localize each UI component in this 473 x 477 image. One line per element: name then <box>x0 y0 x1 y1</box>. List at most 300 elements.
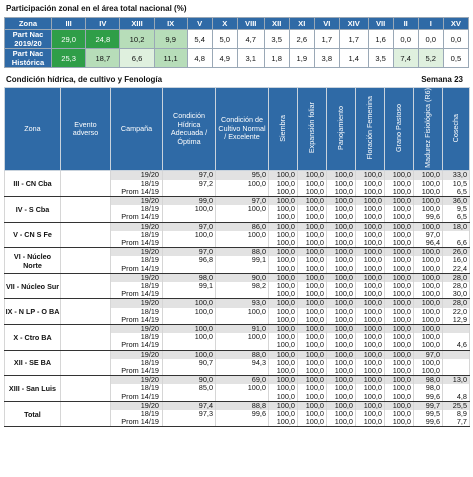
condition-cell: 100,0 <box>298 316 327 325</box>
campaign-cell: Prom 14/19 <box>111 213 163 222</box>
condition-cell: 25,5 <box>443 401 470 410</box>
condition-cell: 8,9 <box>443 410 470 418</box>
condition-cell: 100,0 <box>327 256 356 264</box>
condition-cell: 100,0 <box>298 384 327 392</box>
participation-cell: 1,9 <box>289 49 314 68</box>
condition-cell: 100,0 <box>269 350 298 359</box>
condition-cell: 100,0 <box>269 333 298 341</box>
condition-cell: 100,0 <box>327 333 356 341</box>
participation-cell: 1,6 <box>368 30 393 49</box>
condition-cell: 100,0 <box>414 265 443 274</box>
condition-cell: 100,0 <box>385 213 414 222</box>
condition-cell: 100,0 <box>269 410 298 418</box>
condition-cell: 100,0 <box>269 384 298 392</box>
condition-cell: 100,0 <box>356 256 385 264</box>
condition-cell: 100,0 <box>298 239 327 248</box>
condition-cell: 100,0 <box>414 171 443 180</box>
condition-cell: 100,0 <box>269 256 298 264</box>
condition-cell: 4,8 <box>443 393 470 402</box>
participation-header-row <box>5 18 469 30</box>
condition-cell: 100,0 <box>298 350 327 359</box>
condition-cell: 86,0 <box>216 222 269 231</box>
condition-cell: 100,0 <box>385 401 414 410</box>
participation-cell: 4,7 <box>237 30 264 49</box>
condition-cell: 100,0 <box>414 282 443 290</box>
condition-cell: 100,0 <box>298 231 327 239</box>
condition-cell: 100,0 <box>414 341 443 350</box>
adverse-event-cell <box>61 325 111 351</box>
condition-column-header <box>356 88 385 171</box>
condition-cell: 100,0 <box>414 222 443 231</box>
condition-body <box>5 171 470 427</box>
condition-cell: 100,0 <box>216 231 269 239</box>
participation-cell: 3,5 <box>368 49 393 68</box>
condition-cell: 28,0 <box>443 299 470 308</box>
zone-header: XI <box>289 18 314 30</box>
zone-name: Total <box>5 401 61 427</box>
condition-cell: 100,0 <box>216 384 269 392</box>
zone-header: VIII <box>237 18 264 30</box>
condition-cell: 6,5 <box>443 213 470 222</box>
condition-cell: 100,0 <box>385 384 414 392</box>
condition-cell: 100,0 <box>385 376 414 385</box>
condition-cell: 100,0 <box>216 205 269 213</box>
condition-cell: 100,0 <box>298 325 327 334</box>
condition-cell: 100,0 <box>385 197 414 206</box>
condition-cell: 100,0 <box>356 171 385 180</box>
condition-cell: 100,0 <box>269 359 298 367</box>
zone-header: IX <box>154 18 187 30</box>
condition-cell: 100,0 <box>269 401 298 410</box>
condition-cell: 18,0 <box>443 222 470 231</box>
condition-cell: 100,0 <box>356 282 385 290</box>
condition-header-row <box>5 88 470 171</box>
participation-cell: 4,8 <box>187 49 212 68</box>
condition-cell: 100,0 <box>385 231 414 239</box>
condition-cell <box>216 341 269 350</box>
campaign-cell: 19/20 <box>111 273 163 282</box>
condition-cell: 90,0 <box>163 376 216 385</box>
participation-cell: 29,0 <box>52 30 86 49</box>
condition-cell: 100,0 <box>216 180 269 188</box>
zone-name: III - CN Cba <box>5 171 61 197</box>
condition-cell: 90,7 <box>163 359 216 367</box>
condition-cell: 99,0 <box>163 197 216 206</box>
condition-cell: 100,0 <box>163 231 216 239</box>
condition-cell: 12,9 <box>443 316 470 325</box>
campaign-cell: 18/19 <box>111 359 163 367</box>
condition-cell: 100,0 <box>298 308 327 316</box>
condition-cell: 100,0 <box>298 393 327 402</box>
condition-cell: 100,0 <box>327 359 356 367</box>
condition-column-header <box>327 88 356 171</box>
condition-column-header <box>298 88 327 171</box>
condition-cell: 100,0 <box>356 213 385 222</box>
condition-cell: 100,0 <box>298 410 327 418</box>
condition-cell: 96,8 <box>163 256 216 264</box>
condition-cell: 28,0 <box>443 282 470 290</box>
condition-cell: 13,0 <box>443 376 470 385</box>
adverse-event-cell <box>61 197 111 223</box>
campaign-cell: 19/20 <box>111 350 163 359</box>
adverse-event-cell <box>61 350 111 376</box>
participation-cell: 1,4 <box>339 49 368 68</box>
condition-column-header-label: Grano Pastoso <box>393 103 403 152</box>
participation-cell: 0,0 <box>418 30 443 49</box>
condition-cell: 100,0 <box>414 290 443 299</box>
campaign-cell: 18/19 <box>111 205 163 213</box>
participation-cell: 0,5 <box>443 49 468 68</box>
condition-cell: 100,0 <box>327 410 356 418</box>
condition-cell: 100,0 <box>414 333 443 341</box>
condition-cell: 97,0 <box>163 222 216 231</box>
condition-cell: 100,0 <box>163 333 216 341</box>
zone-header: XV <box>443 18 468 30</box>
condition-cell: 98,2 <box>216 282 269 290</box>
condition-cell: 100,0 <box>327 265 356 274</box>
condition-cell: 100,0 <box>327 376 356 385</box>
condition-cell: 100,0 <box>269 205 298 213</box>
participation-cell: 24,8 <box>86 30 120 49</box>
condition-cell: 100,0 <box>356 350 385 359</box>
condition-cell: 33,0 <box>443 171 470 180</box>
condition-column-header <box>414 88 443 171</box>
condition-cell: 100,0 <box>385 418 414 427</box>
condition-cell: 100,0 <box>216 308 269 316</box>
condition-cell: 100,0 <box>385 325 414 334</box>
condition-column-header: Campaña <box>111 88 163 171</box>
adverse-event-cell <box>61 171 111 197</box>
condition-cell: 100,0 <box>269 239 298 248</box>
condition-cell: 100,0 <box>385 410 414 418</box>
condition-cell: 6,6 <box>443 239 470 248</box>
condition-cell: 100,0 <box>327 248 356 257</box>
participation-cell: 11,1 <box>154 49 187 68</box>
condition-cell: 100,0 <box>298 222 327 231</box>
condition-cell: 100,0 <box>327 205 356 213</box>
condition-cell: 100,0 <box>327 367 356 376</box>
condition-cell: 100,0 <box>356 376 385 385</box>
condition-cell: 99,1 <box>216 256 269 264</box>
condition-cell: 100,0 <box>385 308 414 316</box>
zone-name: VI - Núcleo Norte <box>5 248 61 274</box>
condition-cell: 100,0 <box>356 265 385 274</box>
condition-cell: 7,7 <box>443 418 470 427</box>
condition-cell: 100,0 <box>298 205 327 213</box>
adverse-event-cell <box>61 401 111 427</box>
condition-cell: 100,0 <box>298 171 327 180</box>
condition-cell: 100,0 <box>269 171 298 180</box>
condition-cell: 98,0 <box>414 384 443 392</box>
condition-cell: 100,0 <box>298 188 327 197</box>
condition-cell: 100,0 <box>414 367 443 376</box>
condition-cell: 100,0 <box>269 188 298 197</box>
condition-cell: 100,0 <box>269 290 298 299</box>
campaign-cell: 18/19 <box>111 308 163 316</box>
condition-cell: 100,0 <box>356 316 385 325</box>
condition-cell: 100,0 <box>356 239 385 248</box>
condition-cell: 100,0 <box>327 290 356 299</box>
condition-cell: 100,0 <box>298 273 327 282</box>
condition-cell: 88,0 <box>216 248 269 257</box>
zone-header: VII <box>368 18 393 30</box>
condition-cell: 100,0 <box>356 248 385 257</box>
campaign-cell: Prom 14/19 <box>111 341 163 350</box>
participation-title: Participación zonal en el área total nacional (%) <box>6 4 187 13</box>
condition-cell: 96,4 <box>414 239 443 248</box>
campaign-cell: Prom 14/19 <box>111 188 163 197</box>
campaign-cell: 19/20 <box>111 299 163 308</box>
condition-cell: 100,0 <box>356 410 385 418</box>
condition-column-header: Condición de Cultivo Normal / Excelente <box>216 88 269 171</box>
condition-cell: 16,0 <box>443 256 470 264</box>
condition-column-header: Evento adverso <box>61 88 111 171</box>
condition-cell: 100,0 <box>298 265 327 274</box>
condition-column-header-label: Madurez Fisiológica (R6) <box>422 88 432 168</box>
condition-cell: 100,0 <box>385 222 414 231</box>
campaign-cell: 19/20 <box>111 401 163 410</box>
campaign-cell: 19/20 <box>111 171 163 180</box>
participation-cell: 3,8 <box>314 49 339 68</box>
week-label: Semana 23 <box>421 75 463 84</box>
campaign-cell: 19/20 <box>111 248 163 257</box>
condition-cell: 69,0 <box>216 376 269 385</box>
condition-cell: 100,0 <box>356 325 385 334</box>
zone-header: XIV <box>339 18 368 30</box>
condition-cell: 100,0 <box>327 197 356 206</box>
participation-cell: 6,6 <box>120 49 154 68</box>
condition-cell: 100,0 <box>327 239 356 248</box>
participation-row <box>5 49 469 68</box>
condition-cell: 100,0 <box>327 393 356 402</box>
condition-cell: 100,0 <box>385 393 414 402</box>
condition-cell: 100,0 <box>385 265 414 274</box>
condition-cell: 85,0 <box>163 384 216 392</box>
condition-cell: 10,5 <box>443 180 470 188</box>
condition-cell: 100,0 <box>385 359 414 367</box>
condition-cell: 100,0 <box>298 256 327 264</box>
condition-cell: 100,0 <box>163 299 216 308</box>
condition-cell: 97,0 <box>414 350 443 359</box>
zone-name: IV - S Cba <box>5 197 61 223</box>
participation-cell: 5,4 <box>187 30 212 49</box>
condition-cell: 100,0 <box>414 248 443 257</box>
condition-cell: 100,0 <box>385 239 414 248</box>
condition-cell: 99,6 <box>414 213 443 222</box>
condition-cell: 100,0 <box>269 393 298 402</box>
condition-cell: 94,3 <box>216 359 269 367</box>
zone-header: V <box>187 18 212 30</box>
campaign-cell: Prom 14/19 <box>111 393 163 402</box>
participation-cell: 25,3 <box>52 49 86 68</box>
condition-cell: 28,0 <box>443 273 470 282</box>
condition-cell: 100,0 <box>327 401 356 410</box>
condition-cell: 100,0 <box>216 333 269 341</box>
condition-cell: 100,0 <box>327 188 356 197</box>
condition-cell: 100,0 <box>327 316 356 325</box>
condition-cell: 100,0 <box>385 171 414 180</box>
condition-cell: 22,0 <box>443 308 470 316</box>
condition-cell: 100,0 <box>269 273 298 282</box>
condition-column-header <box>443 88 470 171</box>
condition-cell: 9,5 <box>443 205 470 213</box>
participation-cell: 1,8 <box>264 49 289 68</box>
condition-cell: 100,0 <box>385 367 414 376</box>
campaign-cell: Prom 14/19 <box>111 290 163 299</box>
condition-cell: 100,0 <box>356 367 385 376</box>
condition-cell: 100,0 <box>385 188 414 197</box>
condition-cell: 100,0 <box>269 265 298 274</box>
condition-cell: 100,0 <box>298 401 327 410</box>
condition-column-header <box>269 88 298 171</box>
condition-cell: 100,0 <box>298 418 327 427</box>
condition-cell: 100,0 <box>269 282 298 290</box>
condition-cell: 100,0 <box>269 299 298 308</box>
condition-cell: 100,0 <box>385 205 414 213</box>
condition-cell: 100,0 <box>269 308 298 316</box>
condition-column-header-label: Cosecha <box>450 113 460 143</box>
condition-column-header: Condición Hídrica Adecuada / Óptima <box>163 88 216 171</box>
condition-cell: 97,4 <box>163 401 216 410</box>
adverse-event-cell <box>61 248 111 274</box>
adverse-event-cell <box>61 376 111 402</box>
condition-column-header-label: Panojamiento <box>335 105 345 150</box>
condition-cell: 100,0 <box>356 180 385 188</box>
condition-cell: 100,0 <box>327 222 356 231</box>
condition-cell: 100,0 <box>269 418 298 427</box>
zone-header: X <box>212 18 237 30</box>
zona-label: Zona <box>5 18 52 30</box>
condition-cell: 100,0 <box>356 188 385 197</box>
condition-cell: 100,0 <box>414 316 443 325</box>
condition-cell: 100,0 <box>298 341 327 350</box>
condition-cell: 100,0 <box>269 376 298 385</box>
condition-cell: 91,0 <box>216 325 269 334</box>
condition-cell: 100,0 <box>356 308 385 316</box>
condition-cell: 100,0 <box>163 308 216 316</box>
campaign-cell: Prom 14/19 <box>111 265 163 274</box>
condition-cell: 97,0 <box>414 231 443 239</box>
participation-cell: 1,7 <box>339 30 368 49</box>
condition-cell <box>443 325 470 334</box>
campaign-cell: 19/20 <box>111 325 163 334</box>
campaign-cell: 19/20 <box>111 222 163 231</box>
condition-cell: 97,3 <box>163 410 216 418</box>
zone-name: VII - Núcleo Sur <box>5 273 61 299</box>
condition-cell <box>163 418 216 427</box>
condition-cell: 100,0 <box>414 299 443 308</box>
condition-cell: 97,0 <box>163 171 216 180</box>
campaign-cell: Prom 14/19 <box>111 367 163 376</box>
condition-cell: 100,0 <box>298 248 327 257</box>
condition-cell <box>163 213 216 222</box>
condition-column-header-label: Floración Femenina <box>364 96 374 160</box>
condition-cell: 97,2 <box>163 180 216 188</box>
condition-cell: 100,0 <box>414 359 443 367</box>
condition-cell: 88,0 <box>216 350 269 359</box>
zone-header: XIII <box>120 18 154 30</box>
campaign-cell: 18/19 <box>111 333 163 341</box>
condition-cell: 100,0 <box>269 248 298 257</box>
condition-cell: 100,0 <box>356 393 385 402</box>
condition-cell: 100,0 <box>163 350 216 359</box>
condition-cell: 99,1 <box>163 282 216 290</box>
participation-cell: 18,7 <box>86 49 120 68</box>
condition-cell: 100,0 <box>269 197 298 206</box>
campaign-cell: Prom 14/19 <box>111 316 163 325</box>
condition-cell: 100,0 <box>414 308 443 316</box>
condition-cell: 100,0 <box>356 418 385 427</box>
condition-cell: 100,0 <box>298 367 327 376</box>
condition-column-header <box>385 88 414 171</box>
condition-cell: 100,0 <box>327 341 356 350</box>
condition-cell: 100,0 <box>356 231 385 239</box>
condition-title-bar <box>4 74 469 86</box>
condition-cell: 100,0 <box>327 350 356 359</box>
condition-cell: 100,0 <box>327 231 356 239</box>
zone-header: VI <box>314 18 339 30</box>
condition-cell: 100,0 <box>356 197 385 206</box>
condition-cell: 100,0 <box>327 299 356 308</box>
condition-cell: 100,0 <box>414 205 443 213</box>
condition-cell: 100,0 <box>385 180 414 188</box>
condition-cell: 100,0 <box>327 273 356 282</box>
participation-cell: 0,0 <box>443 30 468 49</box>
condition-cell: 99,6 <box>414 393 443 402</box>
condition-cell: 100,0 <box>385 282 414 290</box>
condition-cell: 100,0 <box>327 325 356 334</box>
condition-cell: 95,0 <box>216 171 269 180</box>
campaign-cell: 18/19 <box>111 410 163 418</box>
condition-cell: 100,0 <box>385 290 414 299</box>
condition-cell: 100,0 <box>298 180 327 188</box>
condition-title: Condición hídrica, de cultivo y Fenología <box>6 75 163 84</box>
condition-cell: 100,0 <box>414 180 443 188</box>
campaign-cell: 18/19 <box>111 231 163 239</box>
condition-cell: 100,0 <box>385 299 414 308</box>
condition-cell <box>443 359 470 367</box>
condition-cell: 100,0 <box>356 205 385 213</box>
condition-cell: 100,0 <box>356 341 385 350</box>
condition-cell: 99,6 <box>414 418 443 427</box>
condition-cell: 100,0 <box>298 197 327 206</box>
participation-cell: 1,7 <box>314 30 339 49</box>
condition-cell: 100,0 <box>269 325 298 334</box>
condition-cell: 100,0 <box>327 384 356 392</box>
condition-cell: 100,0 <box>327 308 356 316</box>
participation-cell: 3,5 <box>264 30 289 49</box>
condition-cell: 100,0 <box>298 299 327 308</box>
condition-cell: 100,0 <box>298 359 327 367</box>
participation-cell: 0,0 <box>393 30 418 49</box>
condition-cell: 100,0 <box>385 273 414 282</box>
condition-cell: 100,0 <box>298 376 327 385</box>
participation-cell: 7,4 <box>393 49 418 68</box>
condition-cell: 100,0 <box>163 205 216 213</box>
condition-cell: 100,0 <box>414 256 443 264</box>
condition-cell <box>216 213 269 222</box>
participation-cell: 9,9 <box>154 30 187 49</box>
condition-cell: 100,0 <box>385 333 414 341</box>
condition-cell: 100,0 <box>298 282 327 290</box>
participation-row-label: Part Nac 2019/20 <box>5 30 52 49</box>
participation-cell: 3,1 <box>237 49 264 68</box>
condition-cell: 30,0 <box>443 290 470 299</box>
condition-cell: 100,0 <box>327 180 356 188</box>
condition-cell: 99,5 <box>414 410 443 418</box>
condition-cell: 100,0 <box>414 188 443 197</box>
adverse-event-cell <box>61 222 111 248</box>
